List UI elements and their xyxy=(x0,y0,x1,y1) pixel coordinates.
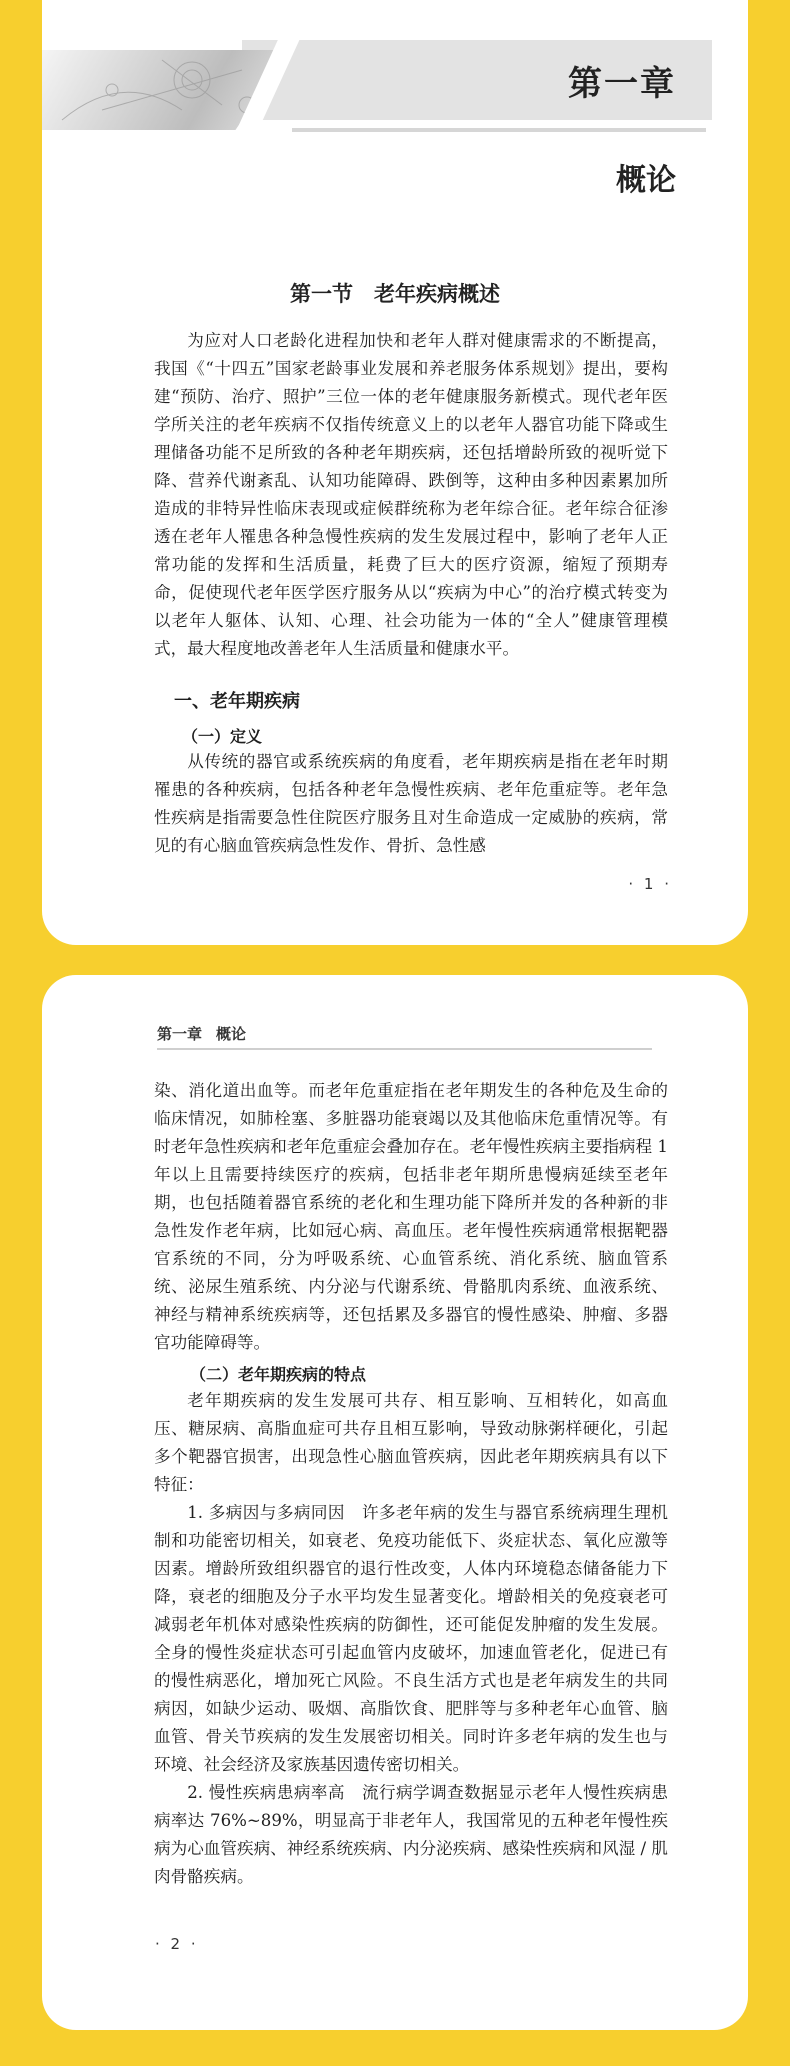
running-head-rule xyxy=(157,1048,652,1050)
feature-item-1: 1. 多病因与多病同因 许多老年病的发生与器官系统病理生理机制和功能密切相关，如衰老、免疫功能低下、炎症状态、氧化应激等因素。增龄所致组织器官的退行性改变，人体内环境稳态储备能力下降，衰老的细胞及分子水平均发生显著变化。增龄相关的免疫衰老可减弱老年机体对感染性疾病的防御性，还可能促发肿瘤的发生发展。全身的慢性炎症状态可引起血管内皮破坏，加速血管老化，促进已有的慢性病恶化，增加死亡风险。不良生活方式也是老年病发生的共同病因，如缺少运动、吸烟、高脂饮食、肥胖等与多种老年心血管、脑血管、骨关节疾病的发生发展密切相关。同时许多老年病的发生也与环境、社会经济及家族基因遗传密切相关。 xyxy=(154,1503,668,1774)
page-number: · 2 · xyxy=(155,1935,199,1953)
definition-paragraph: 从传统的器官或系统疾病的角度看，老年期疾病是指在老年时期罹患的各种疾病，包括各种老年急慢性疾病、老年危重症等。老年急性疾病是指需要急性住院医疗服务且对生命造成一定威胁的疾病，常见的有心脑血管疾病急性发作、骨折、急性感 xyxy=(154,752,668,855)
heading-definition: （一）定义 xyxy=(182,727,263,746)
running-head-title: 概论 xyxy=(216,1025,247,1043)
features-paragraph: 老年期疾病的发生发展可共存、相互影响、互相转化，如高血压、糖尿病、高脂血症可共存且相互影响，导致动脉粥样硬化，引起多个靶器官损害，出现急性心脑血管疾病，因此老年期疾病具有以下特征： xyxy=(154,1391,668,1494)
running-head xyxy=(157,1023,260,1044)
features-text-block xyxy=(154,1387,668,1891)
intro-text-block xyxy=(154,327,668,663)
heading-features: （二）老年期疾病的特点 xyxy=(190,1365,367,1384)
continued-text-block xyxy=(154,1077,668,1357)
continued-paragraph: 染、消化道出血等。而老年危重症指在老年期发生的各种危及生命的临床情况，如肺栓塞、多脏器功能衰竭以及其他临床危重情况等。有时老年急性疾病和老年危重症会叠加存在。老年慢性疾病主要指病程 1 年以上且需要持续医疗的疾病，包括非老年期所患慢病延续至老年期，也包括随着器官系统的老化和生理功能下降所并发的各种新的非急性发作老年病，比如冠心病、高血压。老年慢性疾病通常根据靶器官系统的不同，分为呼吸系统、心血管系统、消化系统、脑血管系统、泌尿生殖系统、内分泌与代谢系统、骨骼肌肉系统、血液系统、神经与精神系统疾病等，还包括累及多器官的慢性感染、肿瘤、多器官功能障碍等。 xyxy=(154,1081,668,1352)
running-head-chapter: 第一章 xyxy=(157,1025,203,1043)
chapter-label: 第一章 xyxy=(568,64,676,104)
page-2 xyxy=(42,975,748,2030)
heading-level1: 一、老年期疾病 xyxy=(174,691,300,712)
definition-text-block xyxy=(154,748,668,860)
section-title: 第一节 老年疾病概述 xyxy=(290,282,500,306)
page-number: · 1 · xyxy=(628,875,672,893)
page-1 xyxy=(42,0,748,945)
feature-item-2: 2. 慢性疾病患病率高 流行病学调查数据显示老年人慢性疾病患病率达 76%~89%，明显高于非老年人，我国常见的五种老年慢性疾病为心血管疾病、神经系统疾病、内分泌疾病、感染性疾病和风湿 / 肌肉骨骼疾病。 xyxy=(154,1783,668,1886)
chapter-title: 概论 xyxy=(616,163,676,198)
header-rule xyxy=(292,128,706,132)
intro-paragraph: 为应对人口老龄化进程加快和老年人群对健康需求的不断提高，我国《“十四五”国家老龄事业发展和养老服务体系规划》提出，要构建“预防、治疗、照护”三位一体的老年健康服务新模式。现代老年医学所关注的老年疾病不仅指传统意义上的以老年人器官功能下降或生理储备功能不足所致的各种老年期疾病，还包括增龄所致的视听觉下降、营养代谢紊乱、认知功能障碍、跌倒等，这种由多种因素累加所造成的非特异性临床表现或症候群统称为老年综合征。老年综合征渗透在老年人罹患各种急慢性疾病的发生发展过程中，影响了老年人正常功能的发挥和生活质量，耗费了巨大的医疗资源，缩短了预期寿命，促使现代老年医学医疗服务从以“疾病为中心”的治疗模式转变为以老年人躯体、认知、心理、社会功能为一体的“全人”健康管理模式，最大程度地改善老年人生活质量和健康水平。 xyxy=(154,331,668,658)
